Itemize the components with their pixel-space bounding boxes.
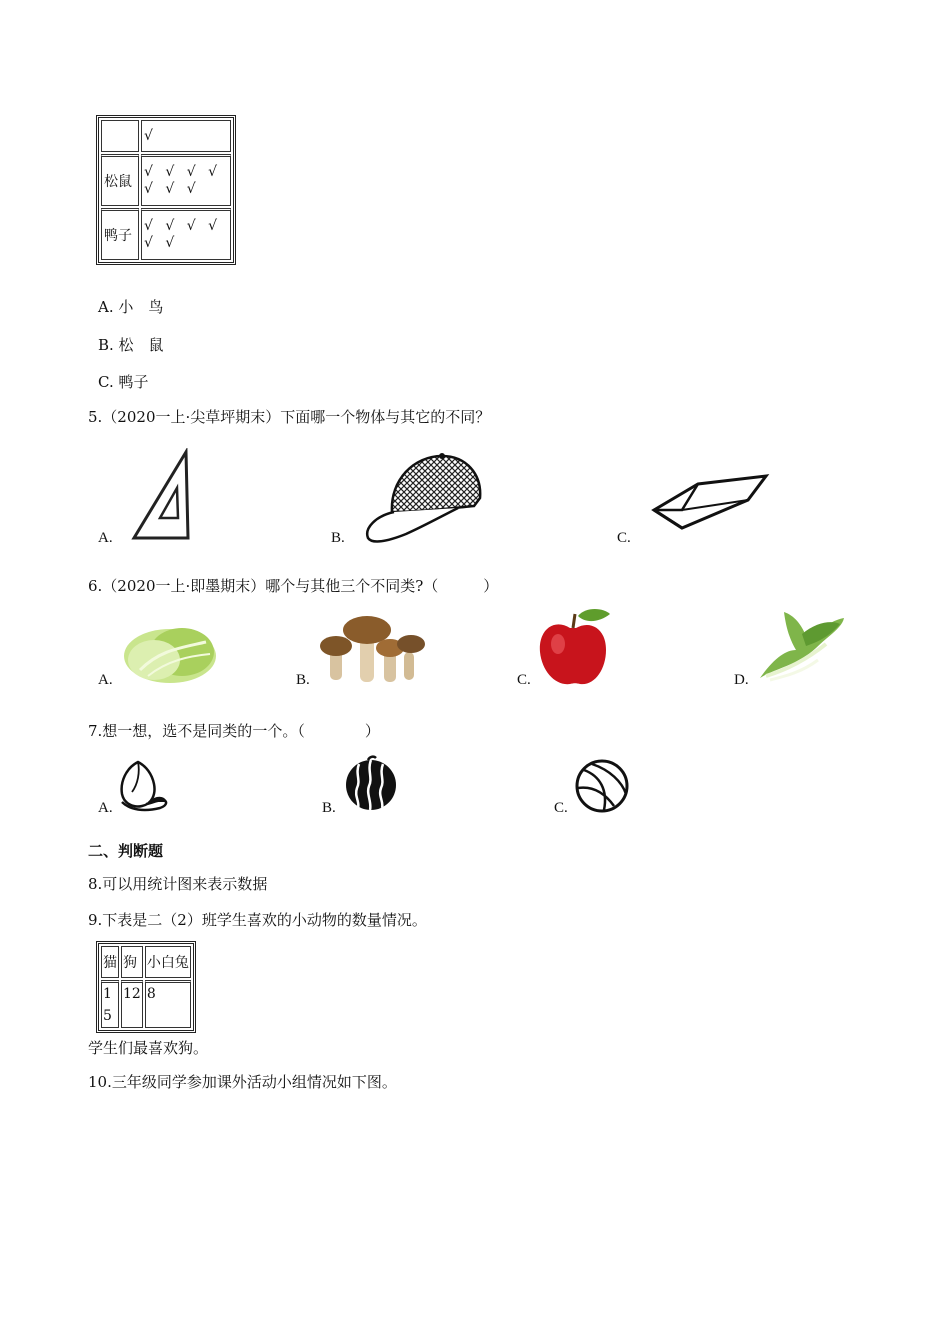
animal-count-table [96,941,196,1033]
tally-marks: √ √ √ √ √ √ [141,208,231,260]
section-heading: 二、判断题 [88,842,164,860]
eraser-icon [648,470,772,534]
table-header-cell: 猫 [101,946,119,978]
table-row [101,980,191,1028]
q5-option-b-label: B. [331,530,345,546]
greens-icon [756,608,848,686]
tally-row-squirrel [101,154,231,206]
tally-marks: √ [141,120,231,152]
option-b: B. 松 鼠 [98,336,164,354]
tally-row-label [101,120,139,152]
volleyball-icon [574,758,630,814]
triangle-ruler-icon [128,448,192,544]
tally-row-label: 鸭子 [101,208,139,260]
q6-option-a-label: A. [98,672,113,688]
mushroom-icon [316,612,428,686]
table-header-cell: 狗 [121,946,143,978]
tally-row-duck [101,208,231,260]
q5-option-a-label: A. [98,530,113,546]
table-header-row [101,946,191,978]
table-cell: 1 5 [101,980,119,1028]
question-8: 8.可以用统计图来表示数据 [88,875,268,893]
tally-row-top [101,120,231,152]
option-a: A. 小 鸟 [98,298,164,316]
q6-option-d-label: D. [734,672,749,688]
question-9-statement: 学生们最喜欢狗。 [88,1039,209,1057]
table-cell: 12 [121,980,143,1028]
question-6: 6.（2020一上·即墨期末）哪个与其他三个不同类?（ ） [88,577,499,595]
tally-row-label: 松鼠 [101,154,139,206]
option-c: C. 鸭子 [98,373,149,391]
table-header-cell: 小白兔 [145,946,191,978]
q7-option-c-label: C. [554,800,568,816]
apple-icon [534,606,616,688]
table-cell: 8 [145,980,191,1028]
q6-option-c-label: C. [517,672,531,688]
tally-table [96,115,236,265]
q5-option-c-label: C. [617,530,631,546]
peach-icon [116,758,170,814]
q7-option-b-label: B. [322,800,336,816]
tally-marks: √ √ √ √ √ √ √ [141,154,231,206]
watermelon-icon [342,754,400,812]
question-10: 10.三年级同学参加课外活动小组情况如下图。 [88,1073,397,1091]
question-9: 9.下表是二（2）班学生喜欢的小动物的数量情况。 [88,911,427,929]
cabbage-icon [120,620,218,686]
question-5: 5.（2020一上·尖草坪期末）下面哪一个物体与其它的不同？ [88,408,491,426]
q7-option-a-label: A. [98,800,113,816]
question-7: 7.想一想，选不是同类的一个。（ ） [88,722,380,740]
q6-option-b-label: B. [296,672,310,688]
cap-icon [362,450,486,546]
